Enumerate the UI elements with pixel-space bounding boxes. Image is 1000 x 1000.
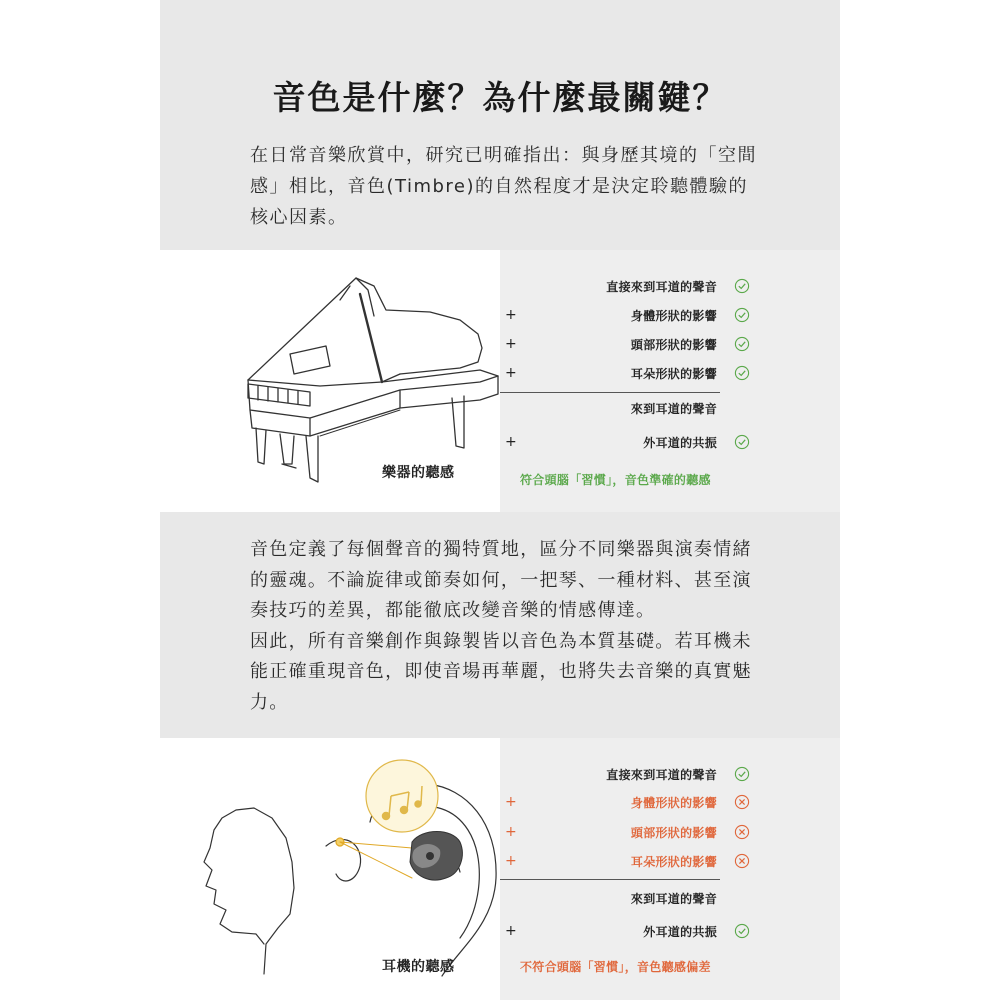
instrument-conclusion: 符合頭腦「習慣」，音色準確的聽感 — [520, 473, 711, 487]
factor-label: 身體形狀的影響 — [630, 309, 717, 323]
instrument-factor-list — [500, 250, 840, 512]
factor-label: 外耳道的共振 — [643, 925, 717, 939]
sum-divider — [500, 392, 720, 393]
timbre-explanation-section — [160, 512, 840, 738]
piano-illustration — [160, 250, 500, 512]
sum-divider — [500, 879, 720, 880]
list-item — [500, 334, 840, 356]
page-title: 音色是什麼？為什麼最關鍵？ — [272, 78, 728, 117]
check-circle-icon — [734, 278, 750, 294]
plus-sign: + — [505, 824, 517, 840]
explanation-paragraph-1: 音色定義了每個聲音的獨特質地，區分不同樂器與演奏情緒的靈魂。不論旋律或節奏如何，一把琴、一種材料、甚至演奏技巧的差異，都能徹底改變音樂的情感傳達。 — [250, 539, 752, 621]
check-circle-icon — [734, 434, 750, 450]
list-item — [500, 851, 840, 873]
factor-label: 耳朵形狀的影響 — [630, 855, 717, 869]
subtotal-label: 來到耳道的聲音 — [630, 892, 717, 906]
factor-label: 外耳道的共振 — [643, 436, 717, 450]
list-item — [500, 822, 840, 844]
subtotal-label: 來到耳道的聲音 — [630, 402, 717, 416]
check-circle-icon — [734, 923, 750, 939]
check-circle-icon — [734, 766, 750, 782]
check-circle-icon — [734, 307, 750, 323]
cross-circle-icon — [734, 794, 750, 810]
plus-sign: + — [505, 336, 517, 352]
factor-label: 耳朵形狀的影響 — [630, 367, 717, 381]
subtotal-row — [500, 888, 840, 910]
list-item — [500, 792, 840, 814]
explanation-text — [250, 535, 770, 718]
earphone-factor-list — [500, 738, 840, 1000]
instrument-listening-panel — [160, 250, 840, 512]
plus-sign: + — [505, 794, 517, 810]
page — [160, 0, 840, 1000]
factor-label: 直接來到耳道的聲音 — [606, 280, 717, 294]
plus-sign: + — [505, 853, 517, 869]
list-item — [500, 305, 840, 327]
list-item — [500, 276, 840, 298]
cross-circle-icon — [734, 853, 750, 869]
factor-label: 直接來到耳道的聲音 — [606, 768, 717, 782]
check-circle-icon — [734, 365, 750, 381]
earphone-illustration — [160, 738, 500, 1000]
earphone-conclusion: 不符合頭腦「習慣」，音色聽感偏差 — [520, 960, 711, 974]
cross-circle-icon — [734, 824, 750, 840]
plus-sign: + — [505, 923, 517, 939]
subtotal-row — [500, 398, 840, 420]
factor-label: 身體形狀的影響 — [630, 796, 717, 810]
list-item — [500, 921, 840, 943]
plus-sign: + — [505, 365, 517, 381]
explanation-paragraph-2: 因此，所有音樂創作與錄製皆以音色為本質基礎。若耳機未能正確重現音色，即使音場再華麗，也將失去音樂的真實魅力。 — [250, 630, 752, 713]
list-item — [500, 764, 840, 786]
check-circle-icon — [734, 336, 750, 352]
instrument-caption: 樂器的聽感 — [382, 465, 455, 481]
list-item — [500, 432, 840, 454]
list-item — [500, 363, 840, 385]
intro-text: 在日常音樂欣賞中，研究已明確指出：與身歷其境的「空間感」相比，音色(Timbre)的自然程度才是決定聆聽體驗的核心因素。 — [250, 145, 757, 228]
earphone-caption: 耳機的聽感 — [382, 959, 455, 975]
factor-label: 頭部形狀的影響 — [630, 338, 717, 352]
factor-label: 頭部形狀的影響 — [630, 826, 717, 840]
plus-sign: + — [505, 434, 517, 450]
plus-sign: + — [505, 307, 517, 323]
earphone-listening-panel — [160, 738, 840, 1000]
intro-section — [160, 0, 840, 250]
